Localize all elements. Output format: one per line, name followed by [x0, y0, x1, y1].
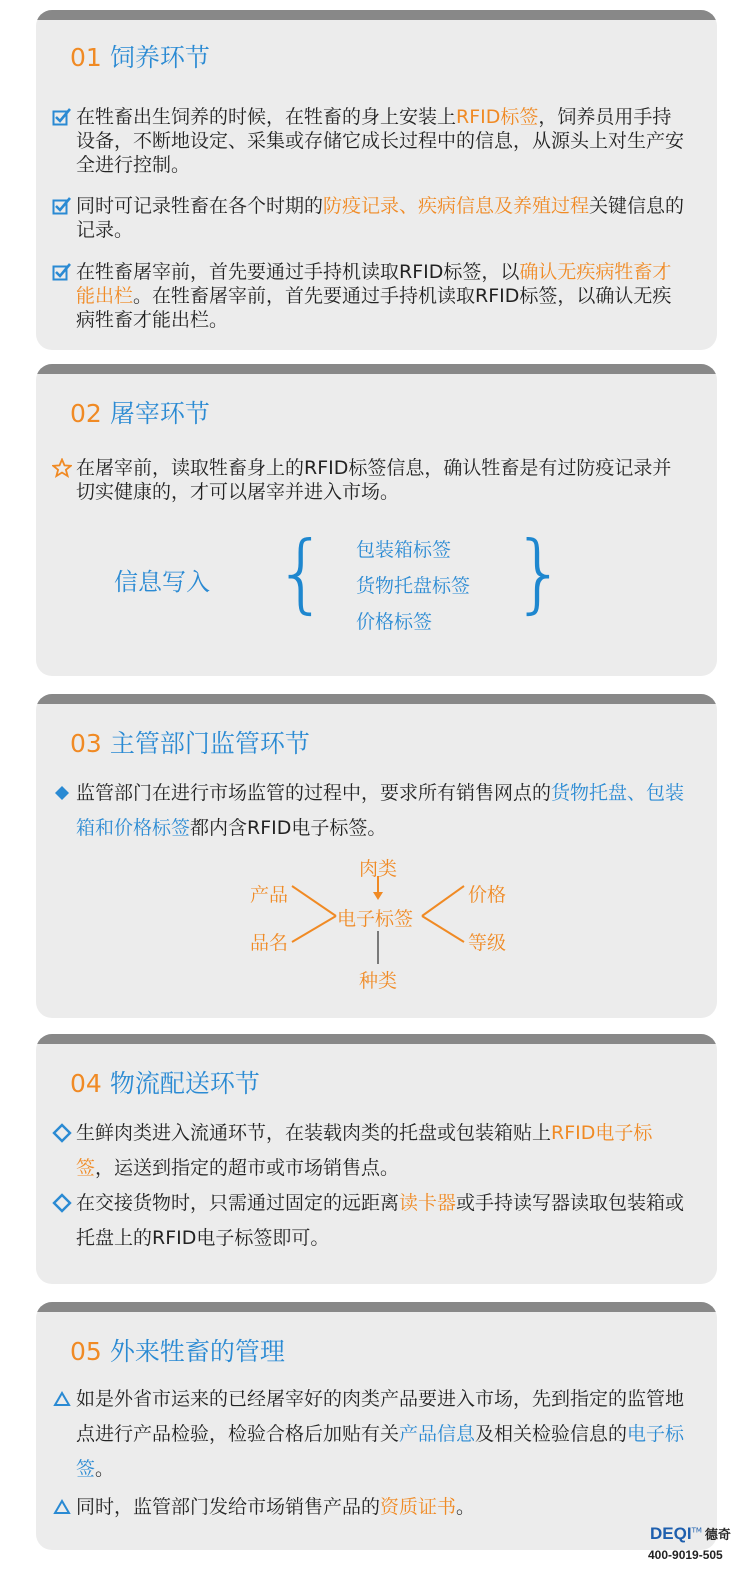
body-text: 监管部门在进行市场监管的过程中，要求所有销售网点的 — [76, 782, 552, 804]
section-card-1 — [36, 10, 717, 350]
check-icon — [52, 107, 72, 127]
logo-tm: TM — [691, 1526, 702, 1535]
body-text: 都内含RFID电子标签。 — [190, 817, 387, 839]
logo-phone: 400-9019-505 — [648, 1548, 723, 1562]
triangle-icon — [52, 1389, 72, 1409]
section-title-text: 外来牲畜的管理 — [109, 1337, 285, 1366]
highlight-text: RFID电子标签 — [76, 1122, 653, 1179]
check-icon — [52, 196, 72, 216]
highlight-text: 货物托盘、包装箱和价格标签 — [76, 782, 685, 839]
diagram-node-top: 肉类 — [359, 858, 398, 880]
section-title — [70, 1332, 285, 1368]
section-card-2 — [36, 364, 717, 676]
section-title — [70, 394, 210, 430]
body-text: 在屠宰前，读取牲畜身上的RFID标签信息，确认牲畜是有过防疫记录并切实健康的，才可以屠宰并进入市场。 — [76, 457, 672, 503]
section-number: 05 — [70, 1337, 102, 1366]
info-item: 包装箱标签 — [356, 539, 452, 561]
body-text: 。在牲畜屠宰前，首先要通过手持机读取RFID标签，以确认无疾病牲畜才能出栏。 — [76, 285, 672, 331]
triangle-icon — [52, 1497, 72, 1517]
list-item — [76, 1490, 687, 1525]
body-text: 在交接货物时，只需通过固定的远距离 — [76, 1192, 400, 1214]
body-text: 同时可记录牲畜在各个时期的 — [76, 195, 324, 217]
body-text: 或手持读写器读取包装箱或托盘上的RFID电子标签即可。 — [76, 1192, 685, 1249]
section-card-4 — [36, 1034, 717, 1284]
diagram-node-right-top: 价格 — [468, 884, 507, 906]
logo-brand-row — [650, 1524, 731, 1544]
section-title-text: 主管部门监管环节 — [109, 729, 310, 758]
body-text: 及相关检验信息的 — [475, 1423, 628, 1445]
body-text: 同时，监管部门发给市场销售产品的 — [76, 1496, 381, 1518]
check-icon — [52, 262, 72, 282]
highlight-text: 产品信息 — [399, 1423, 476, 1445]
list-item — [76, 456, 687, 504]
list-item — [76, 105, 687, 177]
company-logo — [648, 1522, 748, 1572]
list-item — [76, 1116, 687, 1186]
info-item: 货物托盘标签 — [356, 575, 471, 597]
section-number: 02 — [70, 399, 102, 428]
info-list — [356, 532, 470, 640]
rfid-tag-diagram — [236, 844, 536, 994]
section-card-3 — [36, 694, 717, 1018]
diagram-node-left-bottom: 品名 — [250, 932, 289, 954]
highlight-text: 电子标签 — [76, 1423, 685, 1480]
body-text: 在牲畜屠宰前，首先要通过手持机读取RFID标签，以 — [76, 261, 520, 283]
info-item: 价格标签 — [356, 611, 433, 633]
body-text: 在牲畜出生饲养的时候，在牲畜的身上安装上 — [76, 106, 457, 128]
body-text: 生鲜肉类进入流通环节，在装载肉类的托盘或包装箱贴上 — [76, 1122, 552, 1144]
body-text: 如是外省市运来的已经屠宰好的肉类产品要进入市场，先到指定的监管地点进行产品检验，检验合格后加贴有关 — [76, 1388, 685, 1445]
info-write-label: 信息写入 — [114, 568, 210, 596]
left-brace-icon: { — [274, 523, 329, 623]
right-brace-icon: } — [512, 523, 567, 623]
list-item — [76, 194, 687, 242]
logo-cn: 德奇 — [704, 1528, 731, 1543]
diagram-node-center: 电子标签 — [337, 908, 414, 930]
highlight-text: 读卡器 — [399, 1192, 457, 1214]
section-number: 03 — [70, 729, 102, 758]
section-title — [70, 1064, 260, 1100]
list-item — [76, 1186, 687, 1256]
diamond-filled-icon — [52, 783, 72, 803]
highlight-text: RFID标签 — [456, 106, 539, 128]
section-title-text: 饲养环节 — [109, 43, 210, 72]
section-title — [70, 38, 210, 74]
star-icon — [52, 458, 72, 478]
section-number: 01 — [70, 43, 102, 72]
diamond-outline-icon — [52, 1193, 72, 1213]
section-card-5 — [36, 1302, 717, 1550]
highlight-text: 资质证书 — [380, 1496, 457, 1518]
body-text: 。 — [95, 1458, 115, 1480]
logo-brand: DEQI — [650, 1524, 692, 1543]
diagram-node-bottom: 种类 — [359, 970, 398, 992]
body-text: 关键信息的记录。 — [76, 195, 685, 241]
section-title-text: 物流配送环节 — [109, 1069, 260, 1098]
diamond-outline-icon — [52, 1123, 72, 1143]
diagram-node-left-top: 产品 — [250, 884, 289, 906]
section-number: 04 — [70, 1069, 102, 1098]
diagram-node-right-bottom: 等级 — [468, 932, 507, 954]
section-title — [70, 724, 310, 760]
list-item — [76, 1382, 687, 1487]
body-text: ，饲养员用手持设备，不断地设定、采集或存储它成长过程中的信息，从源头上对生产安全进行控制。 — [76, 106, 685, 176]
body-text: ，运送到指定的超市或市场销售点。 — [95, 1157, 400, 1179]
highlight-text: 防疫记录、疾病信息及养殖过程 — [323, 195, 590, 217]
highlight-text: 确认无疾病牲畜才能出栏 — [76, 261, 672, 307]
section-title-text: 屠宰环节 — [109, 399, 210, 428]
list-item — [76, 260, 687, 332]
list-item — [76, 776, 687, 846]
body-text: 。 — [456, 1496, 476, 1518]
